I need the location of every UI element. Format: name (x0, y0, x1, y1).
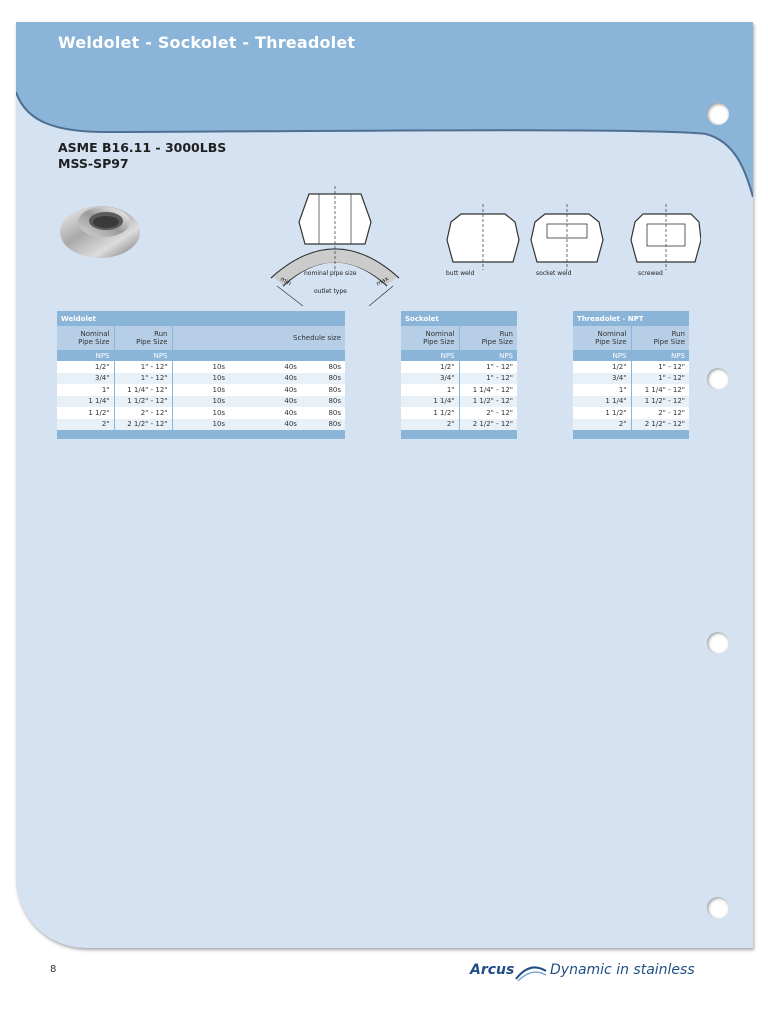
unit-run: NPS (114, 350, 172, 361)
table-row: 1 1/2" 2" - 12" 10s 40s 80s (57, 407, 345, 419)
sockolet-table (401, 311, 517, 439)
col-nominal: Nominal Pipe Size (57, 326, 114, 350)
weldolet-table (57, 311, 345, 439)
table-row: 1/2" 1" - 12" (573, 361, 689, 373)
unit-run: NPS (631, 350, 689, 361)
table-row: 3/4" 1" - 12" (401, 373, 517, 385)
table-row: 3/4" 1" - 12" 10s 40s 80s (57, 373, 345, 385)
label-screwed: screwed (638, 270, 663, 277)
threadolet-table (573, 311, 689, 439)
table-row: 3/4" 1" - 12" (573, 373, 689, 385)
unit-nominal: NPS (57, 350, 114, 361)
label-min: min (279, 275, 293, 288)
label-nominal-pipe-size: nominal pipe size (304, 270, 357, 277)
unit-nominal: NPS (401, 350, 459, 361)
table-row: 1" 1 1/4" - 12" (573, 384, 689, 396)
unit-run: NPS (459, 350, 517, 361)
table-row: 2" 2 1/2" - 12" (573, 419, 689, 431)
table-row: 1 1/2" 2" - 12" (573, 407, 689, 419)
table-row: 1 1/4" 1 1/2" - 12" 10s 40s 80s (57, 396, 345, 408)
label-butt-weld: butt weld (446, 270, 475, 277)
table-row: 1 1/4" 1 1/2" - 12" (573, 396, 689, 408)
punch-hole (707, 897, 729, 919)
table-row: 2" 2 1/2" - 12" 10s 40s 80s (57, 419, 345, 431)
page-frame (16, 22, 753, 948)
col-schedule: Schedule size (172, 326, 345, 350)
unit-nominal: NPS (573, 350, 631, 361)
table-row: 1 1/4" 1 1/2" - 12" (401, 396, 517, 408)
col-nominal: Nominal Pipe Size (573, 326, 631, 350)
col-nominal: Nominal Pipe Size (401, 326, 459, 350)
weldolet-photo (54, 192, 144, 262)
label-socket-weld: socket weld (536, 270, 572, 277)
sockolet-title: Sockolet (401, 311, 517, 326)
table-row: 1" 1 1/4" - 12" 10s 40s 80s (57, 384, 345, 396)
col-run: Run Pipe Size (631, 326, 689, 350)
punch-hole (707, 103, 729, 125)
brand-name: Arcus (470, 962, 515, 978)
label-outlet-type: outlet type (314, 288, 347, 295)
table-row: 1/2" 1" - 12" (401, 361, 517, 373)
punch-hole (707, 632, 729, 654)
punch-hole (707, 368, 729, 390)
page-number: 8 (50, 964, 57, 975)
col-run: Run Pipe Size (114, 326, 172, 350)
table-row: 2" 2 1/2" - 12" (401, 419, 517, 431)
standard-reference (58, 140, 226, 172)
col-run: Run Pipe Size (459, 326, 517, 350)
standard-line-1: ASME B16.11 - 3000LBS (58, 140, 227, 155)
table-row: 1 1/2" 2" - 12" (401, 407, 517, 419)
label-max: max (375, 275, 390, 288)
standard-line-2: MSS-SP97 (58, 156, 129, 171)
weldolet-title: Weldolet (57, 311, 345, 326)
table-row: 1" 1 1/4" - 12" (401, 384, 517, 396)
table-row: 1/2" 1" - 12" 10s 40s 80s (57, 361, 345, 373)
page-title: Weldolet - Sockolet - Threadolet (58, 33, 356, 52)
threadolet-title: Threadolet - NPT (573, 311, 689, 326)
arcus-swoosh-icon (514, 963, 548, 983)
brand-tagline: Dynamic in stainless (550, 962, 695, 978)
brand-logo (470, 960, 700, 986)
